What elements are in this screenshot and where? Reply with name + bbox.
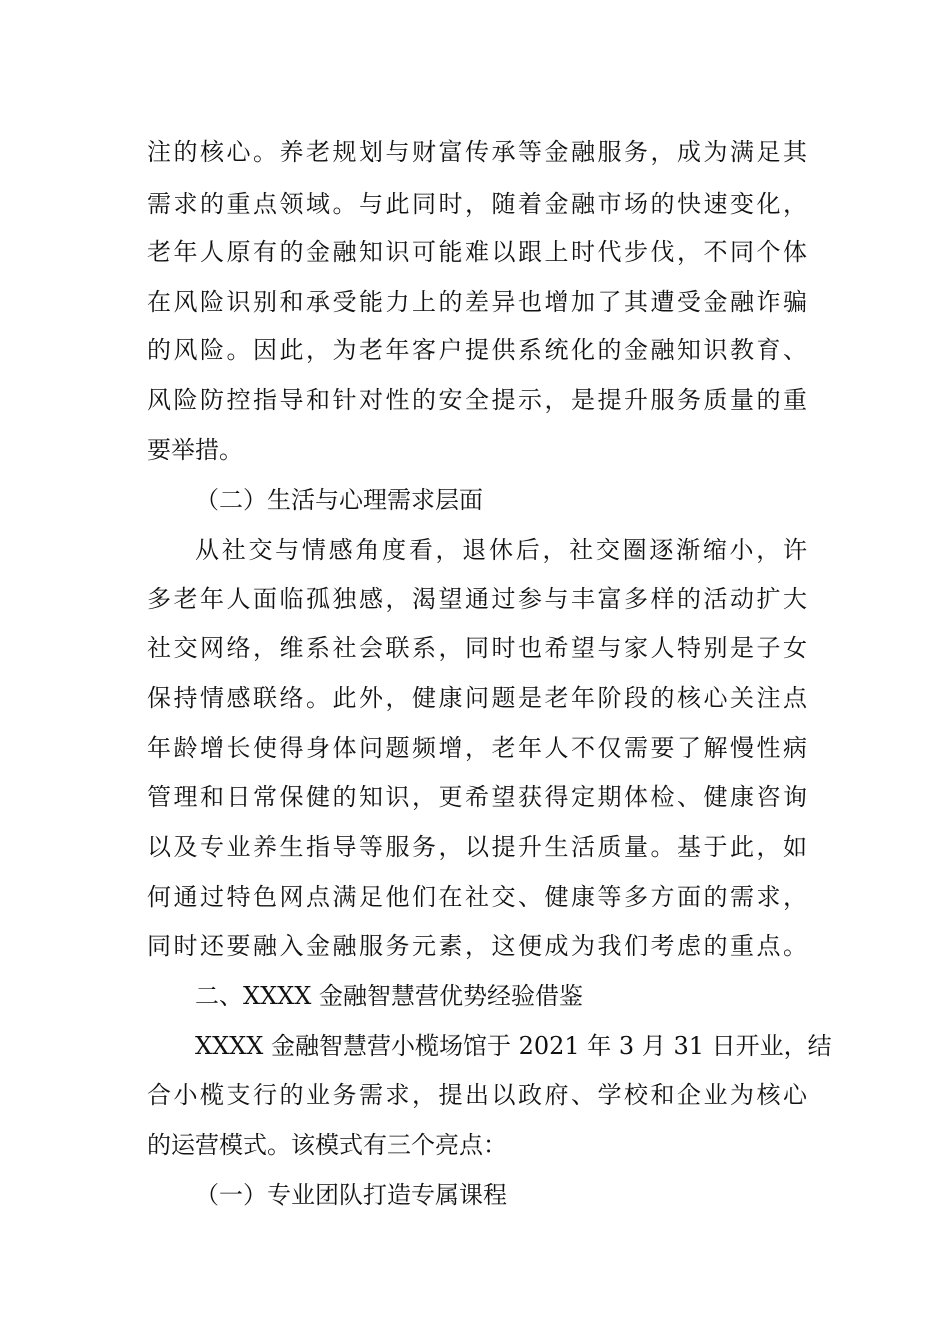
paragraph-line: 何通过特色网点满足他们在社交、健康等多方面的需求，	[147, 883, 807, 911]
section-heading: （一）专业团队打造专属课程	[195, 1181, 507, 1209]
paragraph-line: 管理和日常保健的知识，更希望获得定期体检、健康咨询	[147, 783, 807, 811]
paragraph-line: 需求的重点领域。与此同时，随着金融市场的快速变化，	[147, 190, 807, 218]
paragraph-line: 以及专业养生指导等服务，以提升生活质量。基于此，如	[147, 833, 807, 861]
paragraph-line: 多老年人面临孤独感，渴望通过参与丰富多样的活动扩大	[147, 585, 807, 613]
paragraph-line: 老年人原有的金融知识可能难以跟上时代步伐，不同个体	[147, 238, 807, 266]
paragraph-line: 的风险。因此，为老年客户提供系统化的金融知识教育、	[147, 336, 807, 364]
paragraph-line: 风险防控指导和针对性的安全提示，是提升服务质量的重	[147, 386, 807, 414]
paragraph-line: 年龄增长使得身体问题频增，老年人不仅需要了解慢性病	[147, 734, 807, 762]
paragraph-line: 的运营模式。该模式有三个亮点：	[147, 1131, 507, 1159]
section-heading: （二）生活与心理需求层面	[195, 486, 483, 514]
paragraph-line: XXXX 金融智慧营小榄场馆于 2021 年 3 月 31 日开业，结	[195, 1032, 832, 1060]
paragraph-line: 合小榄支行的业务需求，提出以政府、学校和企业为核心	[147, 1081, 807, 1109]
paragraph-line: 同时还要融入金融服务元素，这便成为我们考虑的重点。	[147, 932, 807, 960]
paragraph-line: 保持情感联络。此外，健康问题是老年阶段的核心关注点	[147, 684, 807, 712]
paragraph-line: 社交网络，维系社会联系，同时也希望与家人特别是子女	[147, 634, 807, 662]
paragraph-line: 注的核心。养老规划与财富传承等金融服务，成为满足其	[147, 138, 807, 166]
section-heading: 二、XXXX 金融智慧营优势经验借鉴	[195, 982, 583, 1010]
paragraph-line: 要举措。	[147, 436, 243, 464]
paragraph-line: 在风险识别和承受能力上的差异也增加了其遭受金融诈骗	[147, 288, 807, 316]
paragraph-line: 从社交与情感角度看，退休后，社交圈逐渐缩小，许	[195, 536, 807, 564]
